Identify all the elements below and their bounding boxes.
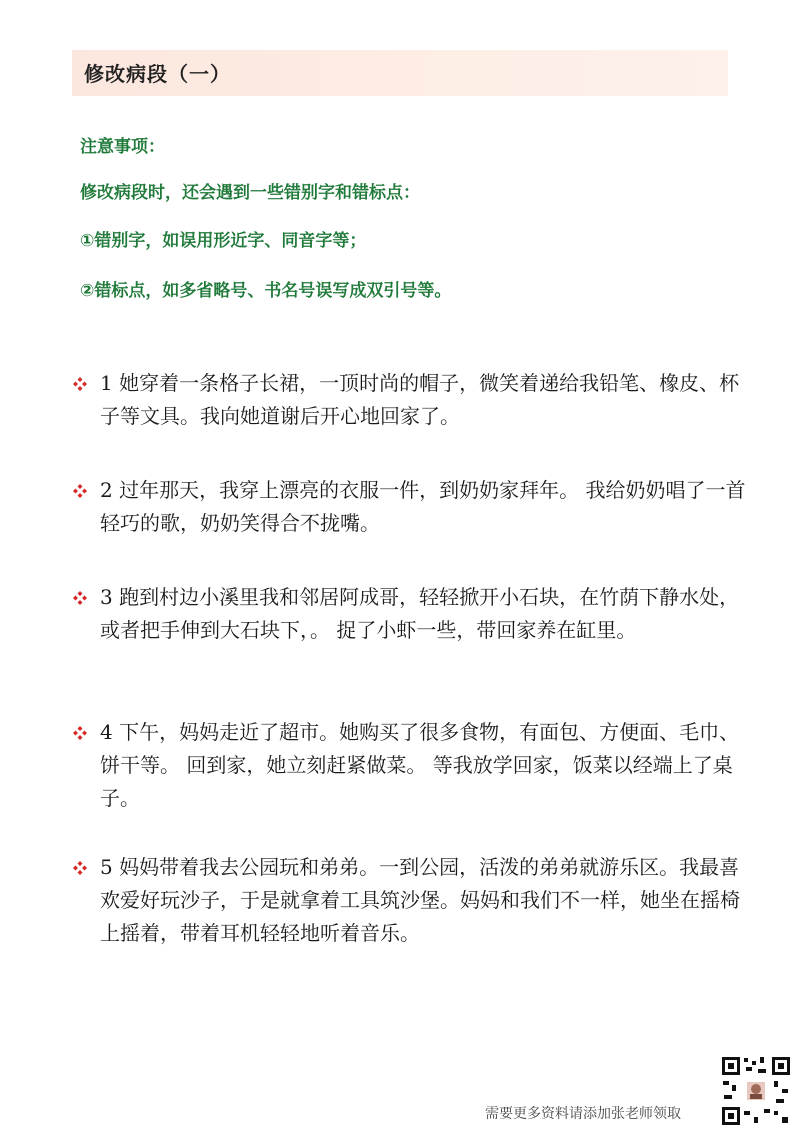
exercise-item-2 — [72, 474, 752, 540]
four-diamond-icon — [72, 483, 88, 499]
exercise-text: 3 跑到村边小溪里我和邻居阿成哥，轻轻掀开小石块，在竹荫下静水处，或者把手伸到大石块下，。 捉了小虾一些，带回家养在缸里。 — [100, 585, 740, 642]
exercise-text: 2 过年那天，我穿上漂亮的衣服一件，到奶奶家拜年。 我给奶奶唱了一首轻巧的歌，奶奶笑得合不拢嘴。 — [100, 478, 746, 535]
four-diamond-icon — [72, 725, 88, 741]
exercise-item-3 — [72, 581, 752, 647]
exercise-item-4 — [72, 716, 752, 815]
notice-point-2: ②错标点，如多省略号、书名号误写成双引号等。 — [80, 281, 452, 301]
notice-intro: 修改病段时，还会遇到一些错别字和错标点： — [80, 183, 420, 203]
four-diamond-icon — [72, 590, 88, 606]
notice-point-1: ①错别字，如误用形近字、同音字等； — [80, 231, 367, 251]
exercise-text: 5 妈妈带着我去公园玩和弟弟。一到公园，活泼的弟弟就游乐区。我最喜欢爱好玩沙子，于是就拿着工具筑沙堡。妈妈和我们不一样，她坐在摇椅上摇着，带着耳机轻轻地听着音乐。 — [100, 855, 740, 945]
footer-contact-text: 需要更多资料请添加张老师领取 — [485, 1106, 681, 1122]
exercise-text: 4 下午，妈妈走近了超市。她购买了很多食物，有面包、方便面、毛巾、饼干等。 回到家，她立刻赶紧做菜。 等我放学回家，饭菜以经端上了桌子。 — [100, 720, 740, 810]
page-title: 修改病段（一） — [84, 62, 231, 86]
four-diamond-icon — [72, 376, 88, 392]
qr-code-icon[interactable] — [720, 1055, 792, 1127]
four-diamond-icon — [72, 860, 88, 876]
title-banner — [72, 50, 728, 96]
exercise-item-5 — [72, 851, 752, 950]
notice-heading: 注意事项： — [80, 137, 165, 157]
exercise-item-1 — [72, 367, 752, 433]
exercise-text: 1 她穿着一条格子长裙，一顶时尚的帽子，微笑着递给我铅笔、橡皮、杯子等文具。我向她道谢后开心地回家了。 — [100, 371, 740, 428]
